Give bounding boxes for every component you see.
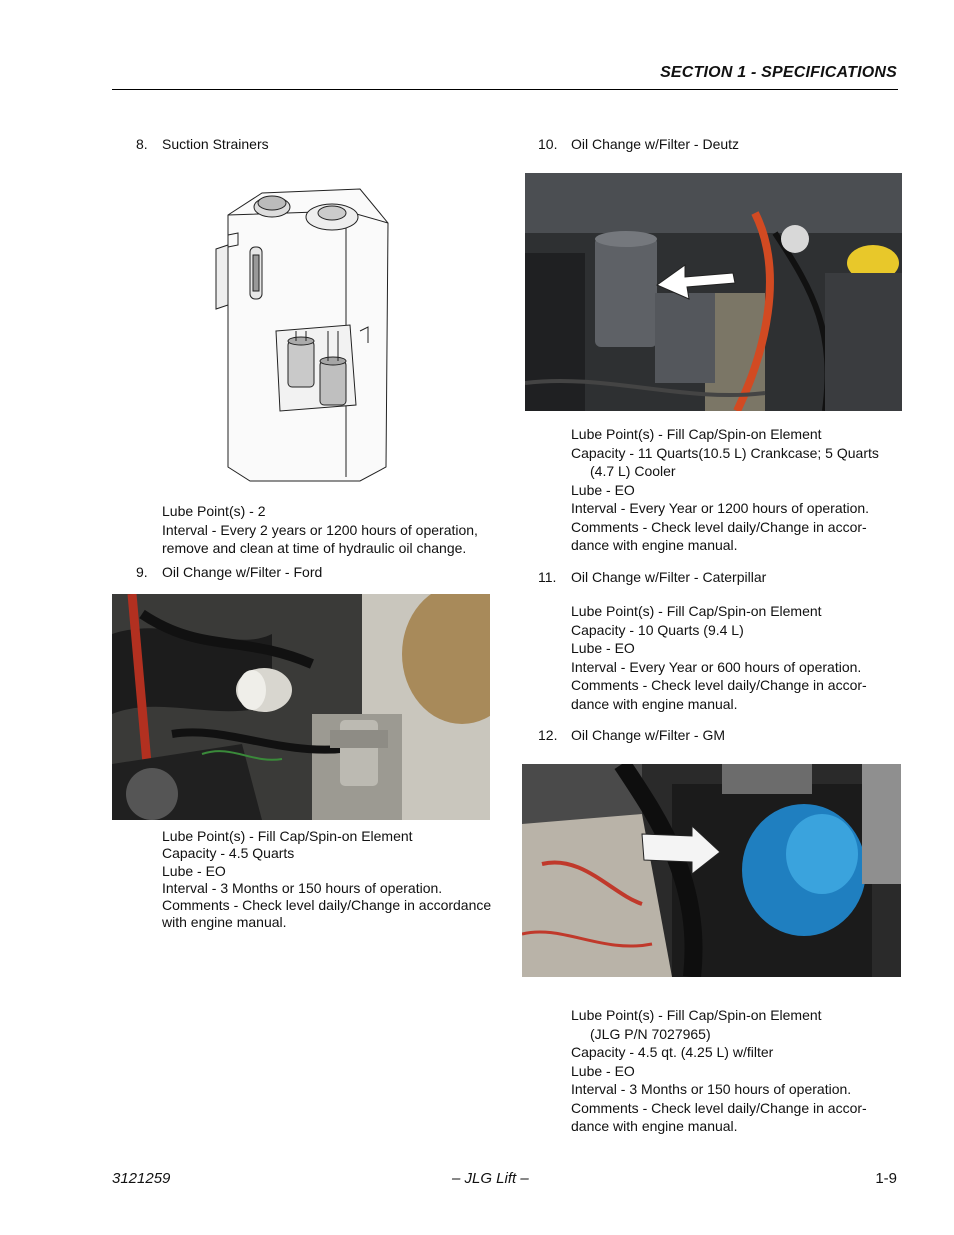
item-12-line: (JLG P/N 7027965) — [590, 1025, 711, 1042]
item-12-line: Lube Point(s) - Fill Cap/Spin-on Element — [571, 1007, 822, 1023]
header-rule — [112, 89, 898, 90]
gm-engine-photo — [522, 764, 901, 977]
item-11-number: 11. — [538, 569, 557, 585]
item-11-line: Capacity - 10 Quarts (9.4 L) — [571, 621, 744, 638]
item-9-line: Capacity - 4.5 Quarts — [162, 845, 295, 862]
item-11-line: dance with engine manual. — [571, 695, 738, 712]
item-12-line: Lube - EO — [571, 1062, 635, 1079]
item-12-line: dance with engine manual. — [571, 1118, 738, 1134]
item-12-details — [571, 1006, 898, 1136]
item-10-details — [571, 425, 898, 555]
footer-page-number: 1-9 — [875, 1170, 897, 1187]
item-8-number: 8. — [136, 136, 148, 152]
item-9-line: with engine manual. — [162, 914, 287, 931]
item-11-line: Lube Point(s) - Fill Cap/Spin-on Element — [571, 603, 822, 619]
footer-doc-number: 3121259 — [112, 1170, 171, 1187]
item-12-number: 12. — [538, 727, 558, 743]
section-title: SECTION 1 - SPECIFICATIONS — [660, 64, 897, 81]
item-10-line: Capacity - 11 Quarts(10.5 L) Crankcase; 5 Quarts — [571, 444, 879, 461]
item-9-details — [162, 828, 492, 932]
item-12-line: Capacity - 4.5 qt. (4.25 L) w/filter — [571, 1044, 774, 1060]
item-12-line: Comments - Check level daily/Change in accor- — [571, 1099, 867, 1116]
item-9-title: Oil Change w/Filter - Ford — [162, 564, 323, 580]
item-10-line: Interval - Every Year or 1200 hours of operation. — [571, 500, 870, 516]
item-11-line: Lube - EO — [571, 640, 635, 656]
item-10-line: Comments - Check level daily/Change in accor- — [571, 518, 867, 535]
item-8-line: Interval - Every 2 years or 1200 hours of operation, — [162, 521, 478, 538]
item-9-line: Lube Point(s) - Fill Cap/Spin-on Element — [162, 828, 413, 844]
ford-engine-photo — [112, 594, 490, 820]
item-10-title: Oil Change w/Filter - Deutz — [571, 136, 740, 152]
item-11-line: Interval - Every Year or 600 hours of operation. — [571, 658, 862, 675]
item-12-title: Oil Change w/Filter - GM — [571, 727, 726, 743]
item-8-line: Lube Point(s) - 2 — [162, 503, 266, 519]
deutz-engine-photo — [525, 173, 902, 411]
item-10-number: 10. — [538, 136, 558, 152]
item-9-line: Lube - EO — [162, 862, 226, 879]
item-9-line: Comments - Check level daily/Change in accordance — [162, 897, 492, 914]
item-8-title: Suction Strainers — [162, 136, 269, 152]
item-12-line: Interval - 3 Months or 150 hours of operation. — [571, 1081, 852, 1097]
item-9-number: 9. — [136, 564, 148, 580]
item-11-title: Oil Change w/Filter - Caterpillar — [571, 569, 767, 585]
item-10-line: Lube Point(s) - Fill Cap/Spin-on Element — [571, 426, 822, 442]
item-10-line: Lube - EO — [571, 481, 635, 498]
item-8-details — [162, 502, 488, 558]
item-8-line: remove and clean at time of hydraulic oil change. — [162, 540, 467, 556]
suction-strainer-illustration — [210, 185, 400, 485]
item-10-line: dance with engine manual. — [571, 537, 738, 553]
item-9-line: Interval - 3 Months or 150 hours of operation. — [162, 879, 443, 896]
item-10-line: (4.7 L) Cooler — [590, 463, 676, 479]
item-11-details — [571, 602, 898, 713]
item-11-line: Comments - Check level daily/Change in accor- — [571, 677, 867, 693]
footer-center: – JLG Lift – — [452, 1170, 529, 1187]
